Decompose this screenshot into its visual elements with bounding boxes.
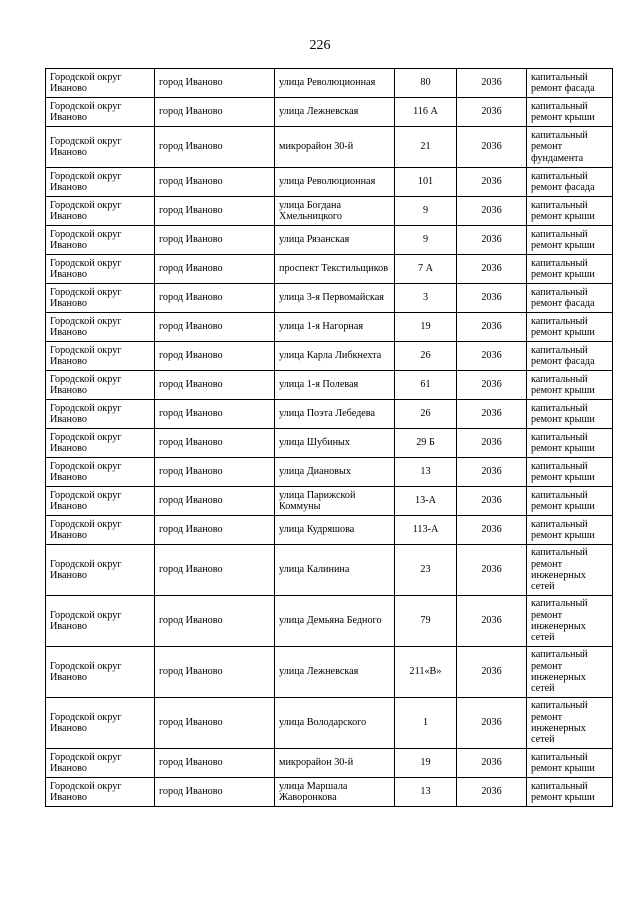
cell-city: город Иваново [155,313,275,342]
cell-work-type: капитальный ремонт фасада [527,69,613,98]
cell-house: 13-А [395,487,457,516]
cell-street: улица Поэта Лебедева [275,400,395,429]
cell-city: город Иваново [155,778,275,807]
cell-house: 1 [395,698,457,749]
cell-house: 9 [395,197,457,226]
cell-city: город Иваново [155,98,275,127]
cell-street: улица Богдана Хмельницкого [275,197,395,226]
cell-house: 26 [395,400,457,429]
table-row [46,284,613,313]
cell-year: 2036 [457,545,527,596]
cell-work-type: капитальный ремонт крыши [527,516,613,545]
cell-work-type: капитальный ремонт крыши [527,313,613,342]
cell-house: 113-А [395,516,457,545]
cell-year: 2036 [457,197,527,226]
table-row [46,371,613,400]
cell-city: город Иваново [155,596,275,647]
cell-year: 2036 [457,516,527,545]
table-row [46,168,613,197]
cell-city: город Иваново [155,647,275,698]
cell-house: 19 [395,749,457,778]
table-row [46,487,613,516]
cell-work-type: капитальный ремонт фасада [527,342,613,371]
cell-work-type: капитальный ремонт крыши [527,400,613,429]
cell-house: 211«В» [395,647,457,698]
cell-year: 2036 [457,647,527,698]
cell-street: улица Кудряшова [275,516,395,545]
cell-street: улица Парижской Коммуны [275,487,395,516]
cell-street: улица Демьяна Бедного [275,596,395,647]
table-body [46,69,613,807]
cell-work-type: капитальный ремонт крыши [527,749,613,778]
cell-street: микрорайон 30-й [275,127,395,168]
cell-work-type: капитальный ремонт инженерных сетей [527,596,613,647]
cell-year: 2036 [457,778,527,807]
cell-house: 79 [395,596,457,647]
cell-city: город Иваново [155,698,275,749]
cell-city: город Иваново [155,284,275,313]
cell-house: 21 [395,127,457,168]
cell-okrug: Городской округ Иваново [46,487,155,516]
cell-city: город Иваново [155,255,275,284]
cell-year: 2036 [457,168,527,197]
table-row [46,98,613,127]
cell-city: город Иваново [155,226,275,255]
cell-street: улица Карла Либкнехта [275,342,395,371]
cell-okrug: Городской округ Иваново [46,778,155,807]
cell-okrug: Городской округ Иваново [46,400,155,429]
cell-year: 2036 [457,400,527,429]
cell-street: улица Лежневская [275,98,395,127]
cell-city: город Иваново [155,168,275,197]
cell-city: город Иваново [155,127,275,168]
repair-schedule-table [45,68,613,807]
cell-street: улица 1-я Нагорная [275,313,395,342]
cell-okrug: Городской округ Иваново [46,698,155,749]
cell-okrug: Городской округ Иваново [46,429,155,458]
cell-street: микрорайон 30-й [275,749,395,778]
cell-house: 7 А [395,255,457,284]
cell-work-type: капитальный ремонт крыши [527,226,613,255]
cell-city: город Иваново [155,545,275,596]
cell-house: 29 Б [395,429,457,458]
cell-year: 2036 [457,698,527,749]
cell-city: город Иваново [155,197,275,226]
cell-work-type: капитальный ремонт инженерных сетей [527,698,613,749]
cell-street: улица Лежневская [275,647,395,698]
cell-city: город Иваново [155,342,275,371]
cell-okrug: Городской округ Иваново [46,749,155,778]
cell-work-type: капитальный ремонт крыши [527,429,613,458]
cell-street: улица Володарского [275,698,395,749]
cell-okrug: Городской округ Иваново [46,342,155,371]
cell-okrug: Городской округ Иваново [46,226,155,255]
cell-street: проспект Текстильщиков [275,255,395,284]
table-row [46,342,613,371]
cell-okrug: Городской округ Иваново [46,197,155,226]
cell-okrug: Городской округ Иваново [46,516,155,545]
cell-work-type: капитальный ремонт крыши [527,487,613,516]
cell-city: город Иваново [155,429,275,458]
table-row [46,429,613,458]
cell-work-type: капитальный ремонт крыши [527,778,613,807]
cell-okrug: Городской округ Иваново [46,545,155,596]
cell-work-type: капитальный ремонт фундамента [527,127,613,168]
table-row [46,400,613,429]
cell-year: 2036 [457,127,527,168]
cell-year: 2036 [457,458,527,487]
cell-house: 9 [395,226,457,255]
table-row [46,313,613,342]
cell-house: 101 [395,168,457,197]
cell-work-type: капитальный ремонт инженерных сетей [527,647,613,698]
cell-house: 23 [395,545,457,596]
cell-year: 2036 [457,284,527,313]
table-row [46,127,613,168]
cell-year: 2036 [457,69,527,98]
cell-city: город Иваново [155,400,275,429]
cell-house: 13 [395,778,457,807]
cell-okrug: Городской округ Иваново [46,647,155,698]
cell-work-type: капитальный ремонт крыши [527,255,613,284]
cell-year: 2036 [457,429,527,458]
cell-street: улица Маршала Жаворонкова [275,778,395,807]
cell-okrug: Городской округ Иваново [46,127,155,168]
cell-street: улица 3-я Первомайская [275,284,395,313]
cell-street: улица 1-я Полевая [275,371,395,400]
table-row [46,698,613,749]
cell-work-type: капитальный ремонт инженерных сетей [527,545,613,596]
cell-year: 2036 [457,255,527,284]
cell-city: город Иваново [155,69,275,98]
table-row [46,596,613,647]
cell-house: 19 [395,313,457,342]
cell-city: город Иваново [155,371,275,400]
cell-okrug: Городской округ Иваново [46,98,155,127]
table-row [46,545,613,596]
cell-city: город Иваново [155,516,275,545]
cell-work-type: капитальный ремонт крыши [527,371,613,400]
table-row [46,749,613,778]
table-row [46,255,613,284]
table-row [46,69,613,98]
cell-work-type: капитальный ремонт крыши [527,458,613,487]
cell-work-type: капитальный ремонт крыши [527,98,613,127]
table-row [46,647,613,698]
cell-street: улица Диановых [275,458,395,487]
cell-house: 116 А [395,98,457,127]
cell-house: 13 [395,458,457,487]
cell-street: улица Революционная [275,69,395,98]
cell-year: 2036 [457,226,527,255]
table-row [46,516,613,545]
cell-house: 3 [395,284,457,313]
cell-year: 2036 [457,371,527,400]
cell-okrug: Городской округ Иваново [46,168,155,197]
cell-work-type: капитальный ремонт фасада [527,168,613,197]
cell-okrug: Городской округ Иваново [46,255,155,284]
cell-work-type: капитальный ремонт крыши [527,197,613,226]
cell-okrug: Городской округ Иваново [46,313,155,342]
cell-street: улица Революционная [275,168,395,197]
cell-year: 2036 [457,313,527,342]
page-number: 226 [309,38,331,53]
cell-street: улица Рязанская [275,226,395,255]
cell-year: 2036 [457,342,527,371]
cell-house: 80 [395,69,457,98]
cell-okrug: Городской округ Иваново [46,458,155,487]
cell-okrug: Городской округ Иваново [46,69,155,98]
cell-year: 2036 [457,98,527,127]
cell-work-type: капитальный ремонт фасада [527,284,613,313]
cell-year: 2036 [457,487,527,516]
cell-year: 2036 [457,596,527,647]
table-row [46,197,613,226]
cell-year: 2036 [457,749,527,778]
table-row [46,778,613,807]
cell-house: 61 [395,371,457,400]
table-row [46,458,613,487]
cell-house: 26 [395,342,457,371]
cell-street: улица Калинина [275,545,395,596]
cell-city: город Иваново [155,458,275,487]
cell-okrug: Городской округ Иваново [46,371,155,400]
table-row [46,226,613,255]
cell-okrug: Городской округ Иваново [46,284,155,313]
cell-okrug: Городской округ Иваново [46,596,155,647]
cell-city: город Иваново [155,487,275,516]
cell-city: город Иваново [155,749,275,778]
cell-street: улица Шубиных [275,429,395,458]
